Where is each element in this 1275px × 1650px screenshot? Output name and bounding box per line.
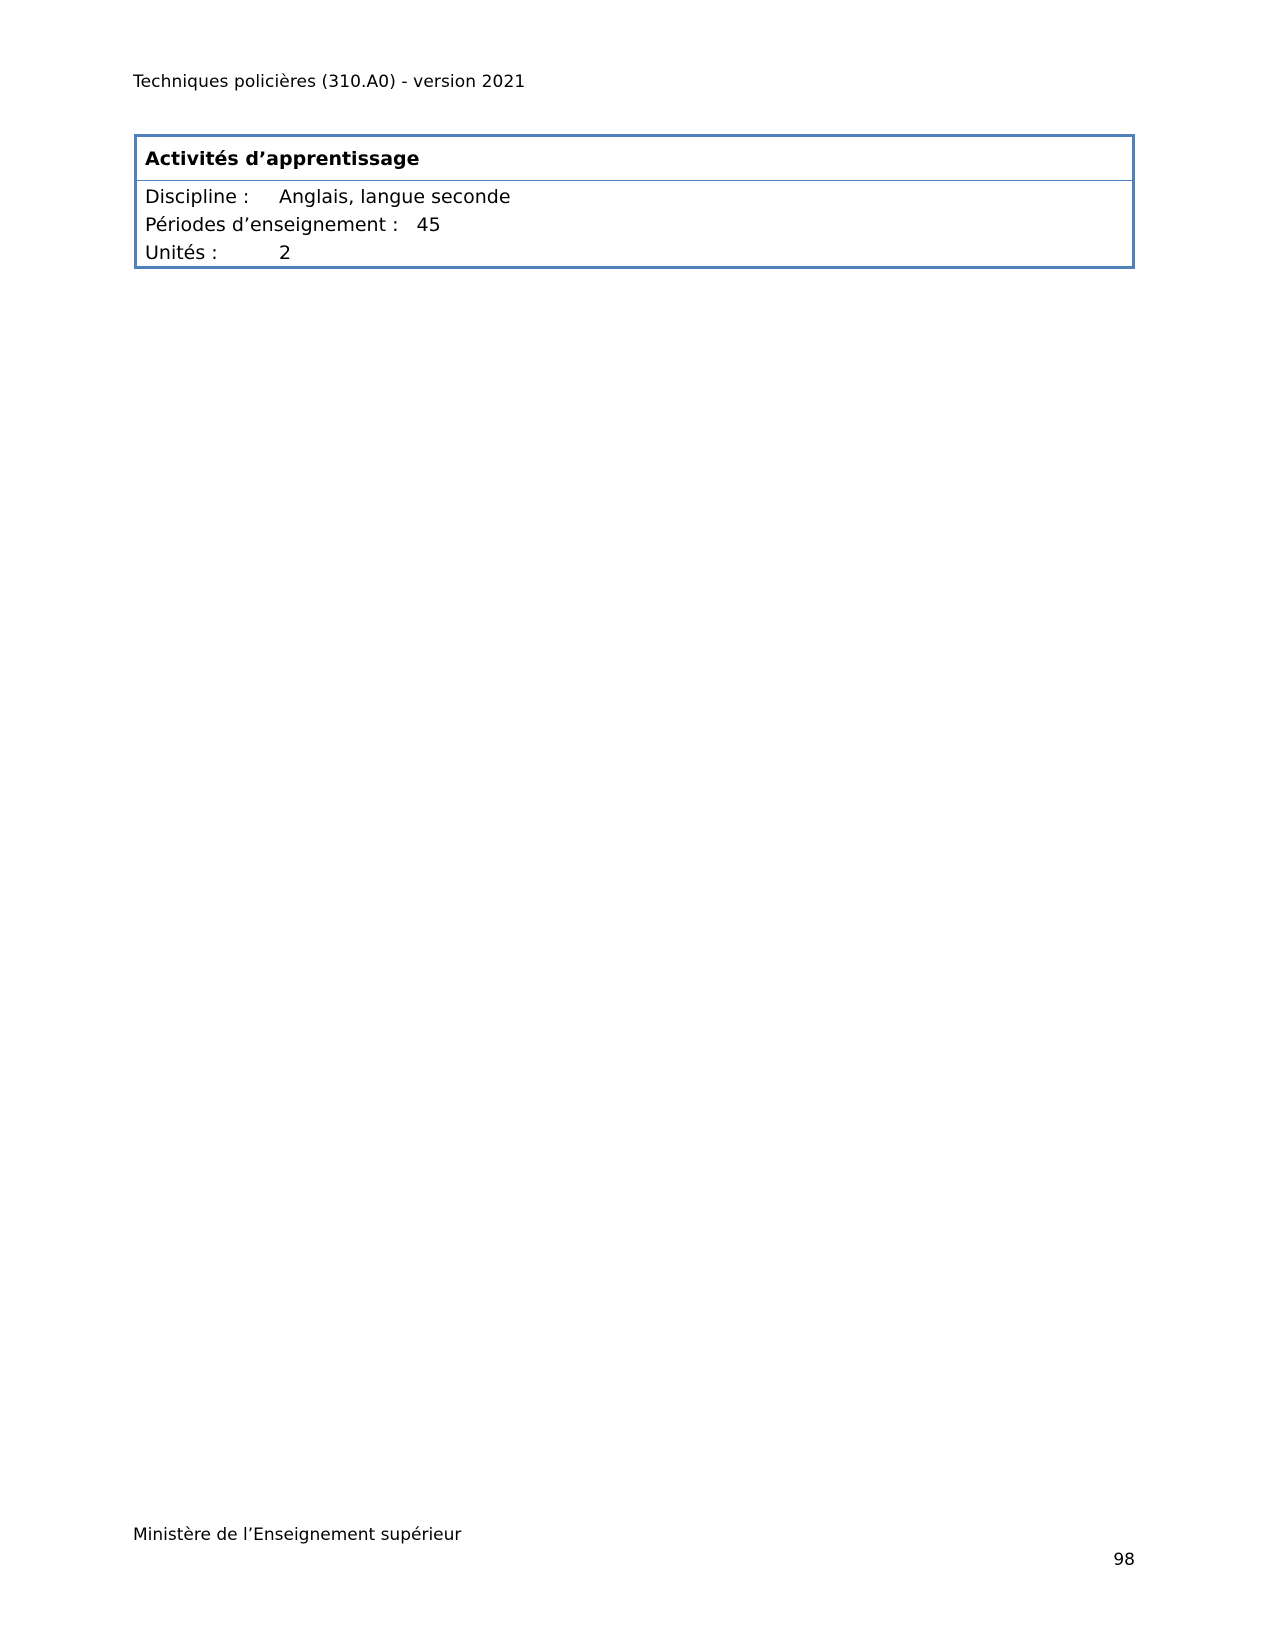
periodes-value: 45 (416, 214, 441, 236)
document-header: Techniques policières (310.A0) - version 2021 (133, 72, 526, 92)
page-number: 98 (1113, 1550, 1135, 1570)
periodes-label: Périodes d’enseignement : (145, 214, 399, 236)
discipline-label: Discipline : (145, 186, 250, 208)
box-title: Activités d’apprentissage (145, 147, 420, 170)
periodes-row (145, 211, 1132, 239)
discipline-row (145, 183, 1132, 211)
discipline-value: Anglais, langue seconde (279, 186, 511, 208)
unites-value: 2 (279, 242, 292, 264)
learning-activities-box (134, 134, 1135, 269)
box-body (137, 181, 1132, 267)
box-title-row (137, 137, 1132, 181)
unites-label: Unités : (145, 242, 218, 264)
footer-ministry: Ministère de l’Enseignement supérieur (133, 1525, 462, 1545)
unites-row (145, 239, 1132, 267)
